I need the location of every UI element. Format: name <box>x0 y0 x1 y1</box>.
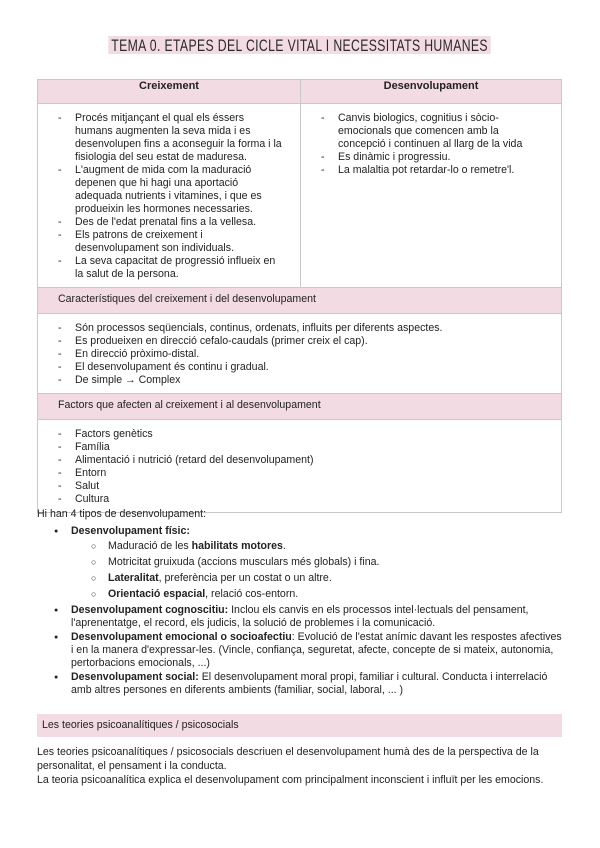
list-item: - De simple → Complex <box>56 374 543 387</box>
list-item: - Entorn <box>56 467 543 480</box>
growth-development-table <box>37 79 562 513</box>
text-span: , relació cos-entorn. <box>205 588 299 600</box>
type-soc-text: El desenvolupament moral propi, familiar i cultural. Conducta i interrelació amb altres persones en diferents ambients (familiar, social, laboral, ... ) <box>71 671 548 696</box>
section-header-caracteristiques: Característiques del creixement i del desenvolupament <box>38 288 562 314</box>
list-item <box>91 540 562 553</box>
factors-cell <box>38 420 562 513</box>
text-span: Maduració de les <box>108 540 192 552</box>
text-span: . <box>282 540 286 552</box>
list-item: - Família <box>56 441 543 454</box>
type-fisic <box>54 525 562 601</box>
list-item: - Factors genètics <box>56 428 543 441</box>
list-item: - Es dinàmic i progressiu. <box>319 151 543 164</box>
fisic-sublist <box>71 540 562 601</box>
text-span: , preferència per un costat o un altre. <box>158 572 332 584</box>
type-social <box>54 671 562 697</box>
theories-body <box>37 745 562 787</box>
list-item: - Es produeixen en direcció cefalo-caudals (primer creix el cap). <box>56 335 543 348</box>
theories-paragraph-1: Les teories psicoanalítiques / psicosocials descriuen el desenvolupament humà des de la perspectiva de la personalitat, el pensament i la conducta. <box>37 746 539 772</box>
factors-list <box>56 428 543 506</box>
theories-heading: Les teories psicoanalítiques / psicosocials <box>37 714 562 737</box>
type-soc-label: Desenvolupament social: <box>71 671 199 683</box>
list-item <box>91 588 562 601</box>
list-item: - Salut <box>56 480 543 493</box>
type-emo-label: Desenvolupament emocional o socioafectiu <box>71 631 292 643</box>
development-types <box>37 508 562 698</box>
list-item: - Canvis biologics, cognitius i sòcio-emocionals que comencen amb la concepció i continuen al llarg de la vida <box>319 112 543 151</box>
type-cognoscitiu <box>54 604 562 630</box>
type-emo-text: : Evolució de l'estat anímic davant les respostes afectives i en la manera d'expressar-les. (Vincle, confiança, seguretat, afecte, concepte de si mateix, autonomia, pertorbacions emocionals, ...) <box>71 631 562 669</box>
list-item: - Són processos seqüencials, continus, ordenats, influits per diferents aspectes. <box>56 322 543 335</box>
list-item: - Cultura <box>56 493 543 506</box>
desenvolupament-list <box>319 112 543 177</box>
types-list <box>37 525 562 697</box>
page-title: TEMA 0. ETAPES DEL CICLE VITAL I NECESSITATS HUMANES <box>109 36 491 54</box>
bold-span: Lateralitat <box>108 572 159 584</box>
title-wrap <box>0 36 600 55</box>
caracteristiques-cell <box>38 314 562 394</box>
creixement-list <box>56 112 282 281</box>
list-item: - La seva capacitat de progressió influeix en la salut de la persona. <box>56 255 282 281</box>
list-item: ○ Motricitat gruixuda (accions musculars més globals) i fina. <box>91 556 562 569</box>
section-header-factors: Factors que afecten al creixement i al desenvolupament <box>38 394 562 420</box>
type-cog-text: Inclou els canvis en els processos intel·lectuals del pensament, l'aprenentatge, el record, els judicis, la solució de problemes i la comunicació. <box>71 604 529 629</box>
list-item: - El desenvolupament és continu i gradual. <box>56 361 543 374</box>
bold-span: Orientació espacial <box>108 588 206 600</box>
list-item: - Des de l'edat prenatal fins a la vellesa. <box>56 216 282 229</box>
list-item: - L'augment de mida com la maduració depenen que hi hagi una aportació adequada nutrients i vitamines, i que es produeixin les hormones necessaries. <box>56 164 282 216</box>
bold-span: habilitats motores <box>191 540 283 552</box>
types-intro: Hi han 4 tipos de desenvolupament: <box>37 508 207 520</box>
type-fisic-label: Desenvolupament físic: <box>71 525 190 537</box>
desenvolupament-cell <box>301 104 562 288</box>
caracteristiques-list <box>56 322 543 387</box>
theories-paragraph-2: La teoria psicoanalítica explica el desenvolupament com principalment inconscient i influït per les emocions. <box>37 774 544 786</box>
list-item: - Els patrons de creixement i desenvolupament son individuals. <box>56 229 282 255</box>
list-item: - Alimentació i nutrició (retard del desenvolupament) <box>56 454 543 467</box>
creixement-cell <box>38 104 301 288</box>
col-header-desenvolupament: Desenvolupament <box>301 80 562 104</box>
list-item: - Procés mitjançant el qual els éssers humans augmenten la seva mida i es desenvolupen fins a aconseguir la forma i la fisiologia del seu estat de maduresa. <box>56 112 282 164</box>
list-item: - En direcció pròximo-distal. <box>56 348 543 361</box>
list-item: - La malaltia pot retardar-lo o remetre'l. <box>319 164 543 177</box>
col-header-creixement: Creixement <box>38 80 301 104</box>
type-emocional <box>54 631 562 670</box>
list-item <box>91 572 562 585</box>
type-cog-label: Desenvolupament cognoscitiu: <box>71 604 229 616</box>
